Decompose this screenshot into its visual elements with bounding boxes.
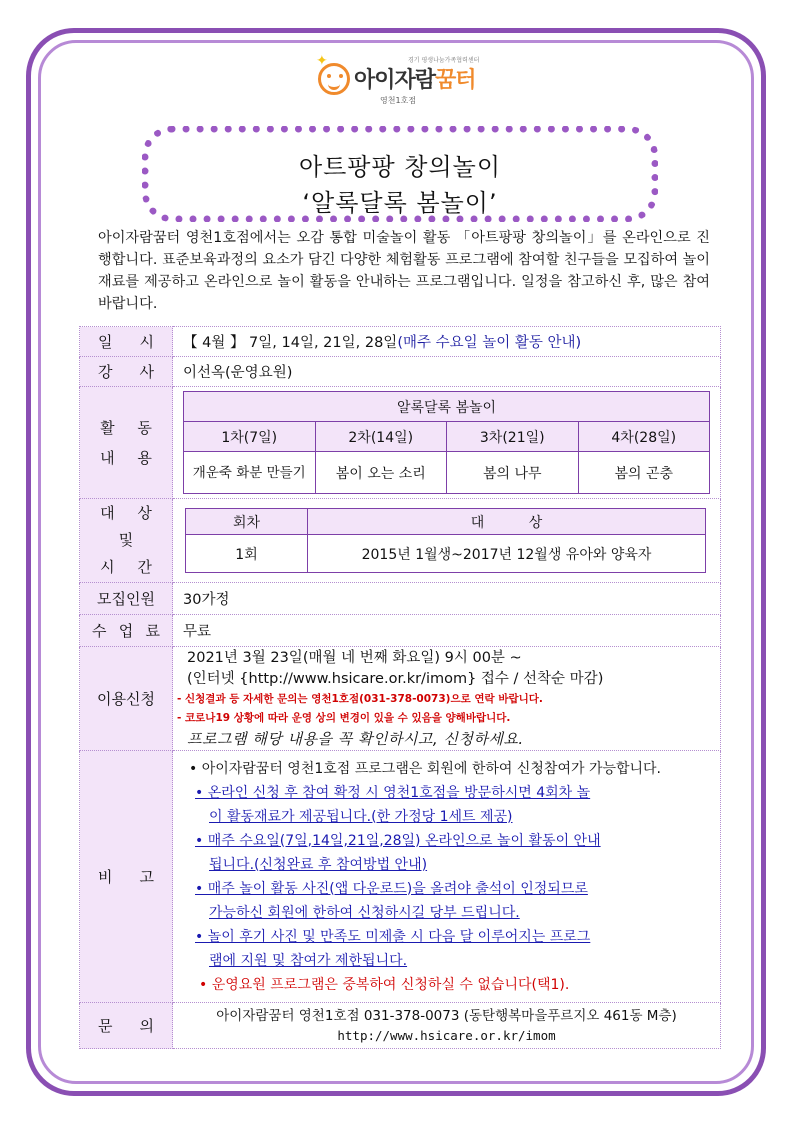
row-contact: 문 의 아이자람꿈터 영천1호점 031-378-0073 (동탄행복마을푸르지오 461동 M층) http://www.hsicare.or.kr/imom	[80, 1003, 721, 1049]
sparkle-icon: ✦	[316, 53, 328, 69]
session-header: 4차(28일)	[578, 422, 710, 452]
target-label: 대 상 및 시 간	[100, 504, 152, 576]
remark-item: 가능하신 회원에 한하여 신청하시길 당부 드립니다.	[209, 904, 520, 921]
intro-paragraph: 아이자람꿈터 영천1호점에서는 오감 통합 미술놀이 활동 「아트팡팡 창의놀이」를 온라인으로 진행합니다. 표준보육과정의 요소가 담긴 다양한 체험활동 프로그램에 참여할 친구들을 모집하여 놀이재료를 제공하고 온라인으로 놀이 활동을 안내하는 프로그램입니다. 일정을 참고하신 후, 많은 참여바랍니다.	[98, 230, 710, 312]
smiley-face-icon	[318, 63, 350, 95]
apply-reminder: 프로그램 해당 내용을 꼭 확인하시고, 신청하세요.	[187, 729, 524, 748]
remark-item: • 매주 놀이 활동 사진(앱 다운로드)을 올려야 출석이 인정되므로	[195, 880, 588, 897]
remark-item: 이 활동재료가 제공됩니다.(한 가정당 1세트 제공)	[209, 808, 513, 825]
target-eligibility: 2015년 1월생~2017년 12월생 유아와 양육자	[308, 535, 706, 573]
schedule-note: (매주 수요일 놀이 활동 안내)	[397, 335, 582, 351]
fee-value: 무료	[173, 615, 721, 647]
session-content: 개운죽 화분 만들기	[184, 452, 316, 494]
page-title: 아트팡팡 창의놀이	[298, 153, 502, 181]
target-header-target: 대 상	[308, 509, 706, 535]
session-content: 봄의 곤충	[578, 452, 710, 494]
logo-tagline: 경기 평생나눔가족협력센터	[408, 57, 480, 64]
remark-item: • 아이자람꿈터 영천1호점 프로그램은 회원에 한하여 신청참여가 가능합니다.	[189, 760, 662, 777]
activity-label: 활 동 내 용	[100, 418, 152, 467]
remark-item: • 운영요원 프로그램은 중복하여 신청하실 수 없습니다(택1).	[199, 976, 570, 993]
title-box	[142, 126, 658, 222]
row-apply	[80, 647, 721, 751]
apply-contact-notice: - 신청결과 등 자세한 문의는 영천1호점(031-378-0073)으로 연락 바랍니다.	[177, 692, 543, 705]
target-table	[185, 508, 706, 573]
recruit-count: 30가정	[173, 583, 721, 615]
session-header: 1차(7일)	[184, 422, 316, 452]
session-header: 2차(14일)	[315, 422, 447, 452]
session-content: 봄의 나무	[447, 452, 579, 494]
target-header-round: 회차	[186, 509, 308, 535]
target-round: 1회	[186, 535, 308, 573]
remark-item: • 매주 수요일(7일,14일,21일,28일) 온라인으로 놀이 활동이 안내	[195, 832, 601, 849]
remark-item: 됩니다.(신청완료 후 참여방법 안내)	[209, 856, 428, 873]
remark-item: 램에 지원 및 참여가 제한됩니다.	[209, 952, 408, 969]
contact-info: 아이자람꿈터 영천1호점 031-378-0073 (동탄행복마을푸르지오 461동 M층)	[216, 1007, 677, 1024]
row-fee: 수 업 료 무료	[80, 615, 721, 647]
logo	[318, 55, 498, 111]
recruit-label: 모집인원	[80, 583, 173, 615]
program-name: 알록달록 봄놀이	[184, 392, 710, 422]
schedule-dates: 【 4월 】 7일, 14일, 21일, 28일	[183, 335, 398, 351]
row-instructor: 강 사 이선옥(운영요원)	[80, 357, 721, 387]
row-target	[80, 499, 721, 583]
row-remarks: 비 고 • 아이자람꿈터 영천1호점 프로그램은 회원에 한하여 신청참여가 가능합니다. • 온라인 신청 후 참여 확정 시 영천1호점을 방문하시면 4회차 놀 이 활동재료가 제공됩니다.(한 가정당 1세트 제공) • 매주 수요일(7일,14일,21일,28일) 온라인으로 놀이 활동이 안내 됩니다.(신청완료 후 참여방법 안내) • 매주 놀이 활동 사진(앱 다운로드)을 올려야 출석이 인정되므로 가능하신 회원에 한하여 신청하시길 당부 드립니다. • 놀이 후기 사진 및 만족도 미제출 시 다음 달 이루어지는 프로그 램에 지원 및 참여가 제한됩니다. • 운영요원 프로그램은 중복하여 신청하실 수 없습니다(택1).	[80, 751, 721, 1003]
apply-method: (인터넷 {http://www.hsicare.or.kr/imom} 접수 / 선착순 마감)	[187, 670, 604, 687]
session-content: 봄이 오는 소리	[315, 452, 447, 494]
logo-name: 아이자람꿈터	[354, 68, 476, 93]
apply-label: 이용신청	[80, 647, 173, 751]
apply-date: 2021년 3월 23일(매월 네 번째 화요일) 9시 00분 ~	[187, 649, 522, 666]
row-activity	[80, 387, 721, 499]
apply-covid-notice: - 코로나19 상황에 따라 운영 상의 변경이 있을 수 있음을 양해바랍니다.	[177, 711, 511, 724]
remark-item: • 놀이 후기 사진 및 만족도 미제출 시 다음 달 이루어지는 프로그	[195, 928, 591, 945]
contact-url[interactable]: http://www.hsicare.or.kr/imom	[337, 1027, 556, 1043]
row-recruit	[80, 583, 721, 615]
row-schedule: 일 시 【 4월 】 7일, 14일, 21일, 28일(매주 수요일 놀이 활동 안내)	[80, 327, 721, 357]
page-subtitle: ‘알록달록 봄놀이’	[302, 189, 498, 217]
activity-table	[183, 391, 710, 494]
remark-item: • 온라인 신청 후 참여 확정 시 영천1호점을 방문하시면 4회차 놀	[195, 784, 591, 801]
session-header: 3차(21일)	[447, 422, 579, 452]
instructor-name: 이선옥(운영요원)	[173, 357, 721, 387]
logo-branch: 영천1호점	[380, 96, 417, 105]
info-table	[79, 326, 721, 1049]
